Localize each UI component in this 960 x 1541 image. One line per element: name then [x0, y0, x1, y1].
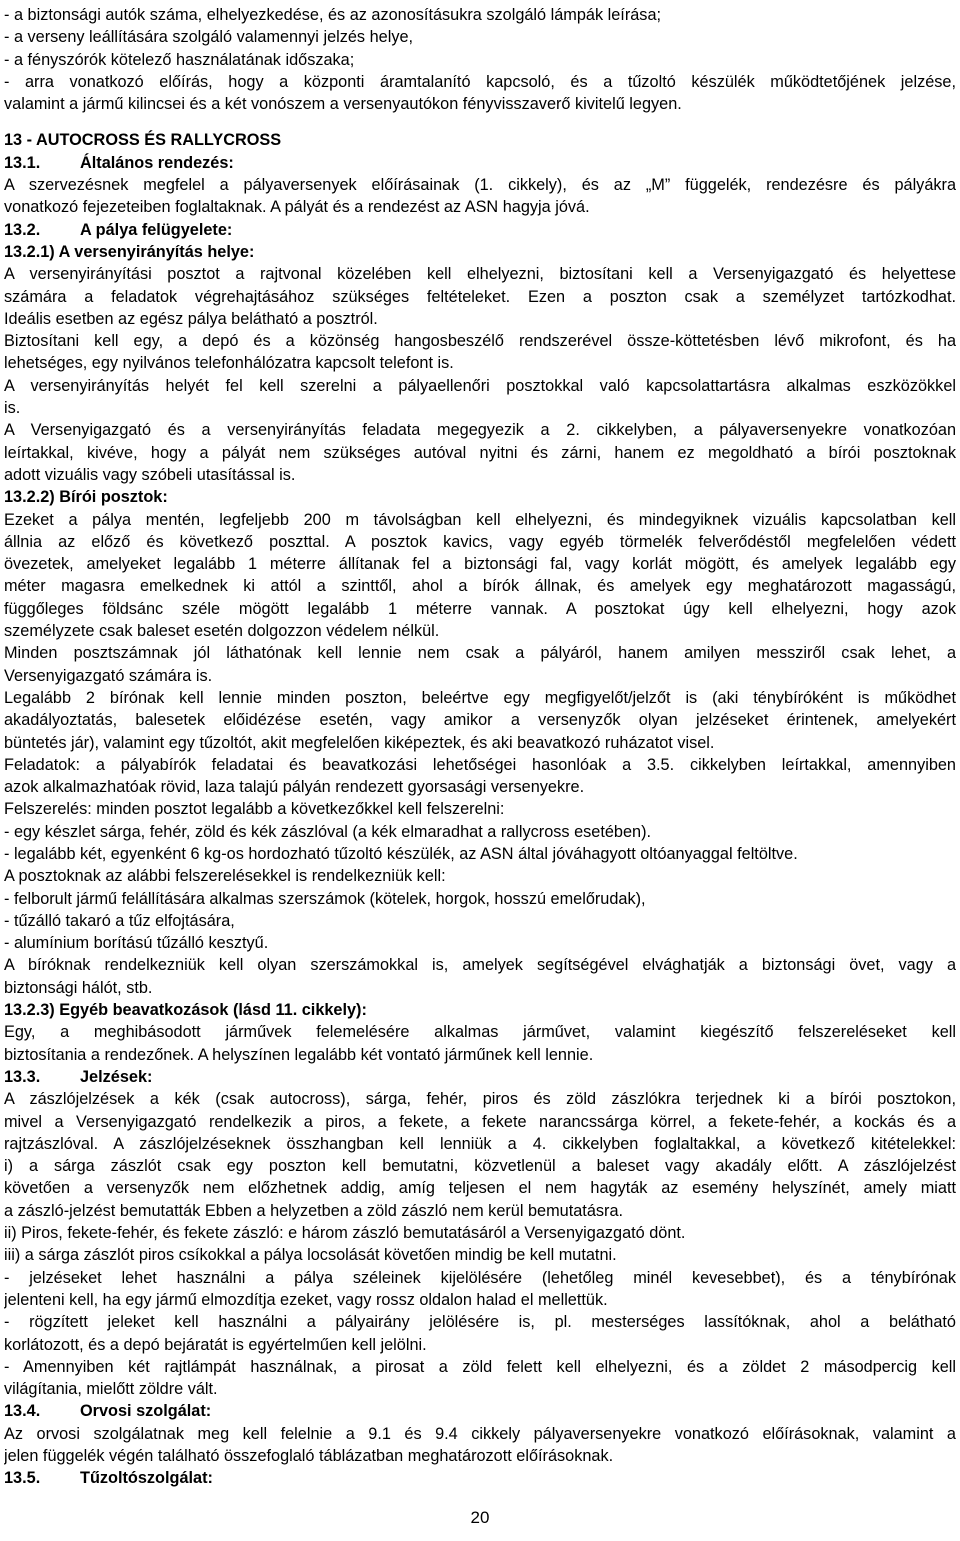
section-heading-13-2-3: 13.2.3) Egyéb beavatkozások (lásd 11. cikkely): — [4, 1001, 367, 1020]
text-line: méter magasra emelkednek ki attól a szinttől, ahol a bírók állnak, és amelyek egy meghatározott magasságú, — [4, 577, 956, 596]
text-line: valamint a jármű kilincsei és a két vonószem a versenyautókon fényvisszaverő kivitelű legyen. — [4, 95, 682, 114]
text-line: - jelzéseket lehet használni a pálya széleinek kijelölésére (lehetőleg minél kevesebbet), és a ténybírónak — [4, 1268, 956, 1287]
text-line: személyzete csak baleset esetén dolgozzon védelem nélkül. — [4, 622, 440, 641]
text-line: A zászlójelzések a kék (csak autocross), sárga, fehér, piros és zöld zászlókra terjednek ki a bírói posztokon, — [4, 1090, 956, 1109]
text-line: övezetek, amelyeket legalább 1 méterre állítanak fel a biztonsági fal, vagy korlát mögött, és amelyek legalább egy — [4, 555, 956, 574]
text-line: - rögzített jeleket kell használni a pályairány jelölésére is, pl. mesterséges lassítóknak, ahol a belátható — [4, 1313, 956, 1332]
text-line: iii) a sárga zászlót piros csíkokkal a pálya locsolását követően mindig be kell mutatni. — [4, 1246, 617, 1265]
section-title: Általános rendezés: — [80, 153, 234, 172]
section-number: 13.5. — [4, 1469, 41, 1488]
text-line: Az orvosi szolgálatnak meg kell felelnie a 9.1 és 9.4 cikkely pályaversenyekre vonatkozó előírásoknak, valamint a — [4, 1424, 956, 1443]
text-line: jelenteni kell, ha egy jármű elmozdítja ezeket, vagy rossz oldalon halad el mellettük. — [4, 1290, 608, 1309]
section-heading-13-1 — [4, 152, 956, 174]
text-line: i) a sárga zászlót csak egy poszton kell bemutatni, közvetlenül a baleset vagy akadály előtt. A zászlójelzést — [4, 1157, 956, 1176]
text-line: mivel a Versenyigazgató rendelkezik a piros, a fekete, a fekete narancssárga körrel, a fekete-fehér, a kockás és a — [4, 1112, 956, 1131]
section-heading-13-4 — [4, 1400, 956, 1422]
section-title: Tűzoltószolgálat: — [80, 1469, 213, 1488]
text-line: biztonsági hálót, stb. — [4, 978, 153, 997]
text-line: követően a versenyzők nem előzhetnek addig, amíg teljesen el nem hagyták az esemény helyszínét, amely miatt — [4, 1179, 956, 1198]
text-line: állnia az előző és következő poszttal. A posztok kavics, vagy egyéb törmelék felverődéstől megfelelően védett — [4, 532, 956, 551]
text-line: - tűzálló takaró a tűz elfojtására, — [4, 911, 235, 930]
text-line: világítania, mielőtt zöldre vált. — [4, 1380, 218, 1399]
section-heading-13-2-1: 13.2.1) A versenyirányítás helye: — [4, 242, 255, 261]
text-line: - alumínium borítású tűzálló kesztyű. — [4, 934, 269, 953]
section-title: Jelzések: — [80, 1067, 153, 1086]
text-line: Minden posztszámnak jól láthatónak kell lennie nem csak a pályáról, hanem amilyen messziről csak lehet, a — [4, 644, 956, 663]
text-line: - Amennyiben két rajtlámpát használnak, a pirosat a zöld felett kell elhelyezni, és a zöldet 2 másodpercig kell — [4, 1357, 956, 1376]
text-line: függőleges földsánc széle mögött legalább 1 méterre vannak. A posztokat úgy kell elhelyezni, hogy azok — [4, 599, 956, 618]
text-line: A Versenyigazgató és a versenyirányítás feladata megegyezik a 2. cikkelyben, a pályaversenyekre vonatkozóan — [4, 421, 956, 440]
text-line: rajtzászlóval. A zászlójelzéseknek összhangban kell lenniük a 4. cikkelyben foglaltakkal, a következő kitételekkel: — [4, 1134, 956, 1153]
text-line: - a fényszórók kötelező használatának időszaka; — [4, 50, 355, 69]
document-body — [4, 4, 956, 1490]
text-line: akadályoztatás, balesetek előidézése esetén, vagy amikor a versenyzők olyan jelzéseket érintenek, amelyekért — [4, 711, 956, 730]
section-number: 13.2. — [4, 220, 41, 239]
text-line: Felszerelés: minden posztot legalább a következőkkel kell felszerelni: — [4, 800, 505, 819]
text-line: - felborult jármű felállítására alkalmas szerszámok (kötelek, horgok, hosszú emelőrudak), — [4, 889, 646, 908]
text-line: - legalább két, egyenként 6 kg-os hordozható tűzoltó készülék, az ASN által jóváhagyott oltóanyaggal feltöltve. — [4, 844, 798, 863]
text-line: Feladatok: a pályabírók feladatai és beavatkozási lehetőségei hasonlóak a 3.5. cikkelyben leírtakkal, amennyiben — [4, 755, 956, 774]
text-line: leírtakkal, kivéve, hogy a pályát nem szükséges autóval nyitni és zárni, hanem ez megoldható a bírói posztoknak — [4, 443, 956, 462]
text-line: A posztoknak az alábbi felszerelésekkel is rendelkezniük kell: — [4, 867, 446, 886]
text-line: lehetséges, egy nyilvános telefonhálózatra kapcsolt telefont is. — [4, 354, 454, 373]
text-line: Egy, a meghibásodott járművek felemelésére alkalmas járművet, valamint kiegészítő felszereléseket kell — [4, 1023, 956, 1042]
section-heading-13-3 — [4, 1066, 956, 1088]
text-line: azok alkalmazhatóak rövid, laza talajú pályán rendezett gyorsasági versenyekre. — [4, 778, 585, 797]
text-line: - a biztonsági autók száma, elhelyezkedése, és az azonosításukra szolgáló lámpák leírása; — [4, 6, 662, 24]
section-heading-13-2-2: 13.2.2) Bírói posztok: — [4, 488, 168, 507]
text-line: a zászló-jelzést bemutatták Ebben a helyzetben a zöld zászló nem kerül bemutatásra. — [4, 1201, 624, 1220]
text-line: A versenyirányítás helyét fel kell szerelni a pályaellenőri posztokkal való kapcsolattartásra alkalmas eszközökkel — [4, 376, 956, 395]
text-line: korlátozott, és a depó bejáratát is egyértelműen kell jelölni. — [4, 1335, 427, 1354]
text-line: - egy készlet sárga, fehér, zöld és kék zászlóval (a kék elmaradhat a rallycross esetében). — [4, 822, 652, 841]
text-line: Ezeket a pálya mentén, legfeljebb 200 m távolságban kell elhelyezni, és mindegyiknek vizuális kapcsolatban kell — [4, 510, 956, 529]
text-line: Versenyigazgató számára is. — [4, 666, 213, 685]
text-line: A bíróknak rendelkezniük kell olyan szerszámokkal is, amelyek segítségével elvághatják a biztonsági övet, vagy a — [4, 956, 956, 975]
section-heading-13-2 — [4, 219, 956, 241]
text-line: büntetés jár), valamint egy tűzoltót, akit megfelelően kiképeztek, és aki beavatkozó ruházatot visel. — [4, 733, 715, 752]
section-title: Orvosi szolgálat: — [80, 1402, 212, 1421]
text-line: Ideális esetben az egész pálya belátható a posztról. — [4, 309, 378, 328]
section-number: 13.4. — [4, 1402, 41, 1421]
text-line: Biztosítani kell egy, a depó és a közönség hangosbeszélő rendszerével össze-köttetésben lévő mikrofont, és ha — [4, 332, 956, 351]
text-line: is. — [4, 399, 21, 418]
section-number: 13.1. — [4, 153, 41, 172]
section-number: 13.3. — [4, 1067, 41, 1086]
section-title: A pálya felügyelete: — [80, 220, 233, 239]
text-line: számára a feladatok végrehajtásához szükséges feltételeket. Ezen a poszton csak a személyzet tartózkodhat. — [4, 287, 956, 306]
section-heading-13: 13 - AUTOCROSS ÉS RALLYCROSS — [4, 131, 282, 150]
text-line: jelen függelék végén található összefoglaló táblázatban meghatározott előírásoknak. — [4, 1447, 614, 1465]
text-line: Legalább 2 bírónak kell lennie minden poszton, beleértve egy megfigyelőt/jelzőt is (aki ténybíróként is működhet — [4, 688, 956, 707]
text-line: - arra vonatkozó előírás, hogy a központi áramtalanító kapcsoló, és a tűzoltó készülék működtetőjének jelzése, — [4, 72, 956, 91]
text-line: vonatkozó fejezeteiben foglaltaknak. A pályát és a rendezést az ASN hagyja jóvá. — [4, 198, 590, 217]
text-line: biztosítania a rendezőnek. A helyszínen legalább két vontató járműnek kell lennie. — [4, 1045, 594, 1064]
text-line: A versenyirányítási posztot a rajtvonal közelében kell elhelyezni, biztosítani kell a Versenyigazgató és helyettese — [4, 265, 956, 284]
text-line: - a verseny leállítására szolgáló valamennyi jelzés helye, — [4, 28, 414, 47]
text-line: A szervezésnek megfelel a pályaversenyek előírásainak (1. cikkely), és az „M” függelék, rendezésre és pályákra — [4, 176, 956, 195]
text-line: ii) Piros, fekete-fehér, és fekete zászló: e három zászló bemutatásáról a Versenyigazgató dönt. — [4, 1224, 686, 1243]
page-number: 20 — [470, 1508, 490, 1527]
text-line: adott vizuális vagy szóbeli utasítással is. — [4, 465, 296, 484]
section-heading-13-5 — [4, 1467, 956, 1489]
